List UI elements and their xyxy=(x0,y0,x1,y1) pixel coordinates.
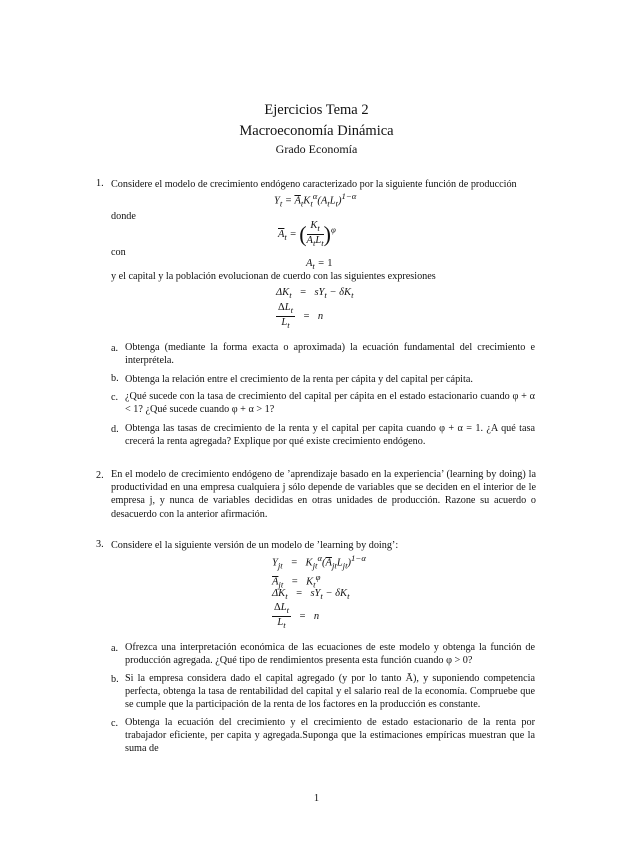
exercise-1-item-d-label: d. xyxy=(111,424,119,435)
word-con: con xyxy=(111,247,126,258)
exercise-1-item-b-label: b. xyxy=(111,373,119,384)
exercise-3-item-a: Ofrezca una interpretación económica de las ecuaciones de este modelo y obtenga la función de producción agregada. ¿Qué tipo de rendimientos presenta esta función cuando φ > 0? xyxy=(125,642,535,667)
document-degree: Grado Economía xyxy=(275,142,358,156)
exercise-1-item-c: ¿Qué sucede con la tasa de crecimiento del capital per cápita en el estado estacionario cuando φ + α < 1? ¿Qué sucede cuando φ + α > 1? xyxy=(125,391,535,416)
page-number: 1 xyxy=(313,793,320,804)
exercise-1-evolution-text: y el capital y la población evolucionan de cuerdo con las siguientes expresiones xyxy=(111,271,436,282)
exercise-1-item-a-label: a. xyxy=(111,343,119,354)
productivity-equation: $\overline{A}_t$ = ( $\frac{K_t}{A_tL_t}$ )$^\varphi$ xyxy=(278,220,336,249)
document-title: Ejercicios Tema 2 xyxy=(264,102,369,118)
word-donde: donde xyxy=(111,211,136,222)
exercise-1-item-a: Obtenga (mediante la forma exacta o aproximada) la ecuación fundamental del crecimiento e interprétela. xyxy=(125,342,535,367)
capital-accumulation-equation-2: $\Delta K_t = sY_t - \delta K_t$ xyxy=(272,588,350,602)
externality-equation: $\overline{A}_{jt} = K_t^\varphi$ xyxy=(272,572,321,590)
exercise-3-item-b: Si la empresa considera dado el capital agregado (y por lo tanto Ā), y suponiendo competencia perfecta, obtenga la tasa de rentabilidad del capital y el salario real de la economía. Compruebe que se cumple que la participación de la renta de los factores en la producción es constante. xyxy=(125,673,535,711)
exercise-3-intro: Considere el la siguiente versión de un modelo de ’learning by doing’: xyxy=(111,540,399,551)
firm-production-equation: $Y_{jt} = K_{jt}^\alpha(\overline{A}_{jt}L_{jt})^{1-\alpha}$ xyxy=(272,553,366,571)
exercise-2-text: En el modelo de crecimiento endógeno de ’aprendizaje basado en la experiencia’ (learning by doing) la productividad en una empresa cualquiera j sólo depende de variables que se deciden en el interior de le empresa j, y nunca de variables decididas en otras unidades de producción. Razone su acuerdo o desacuerdo con la anterior afirmación. xyxy=(111,469,536,520)
exercise-3-item-c-label: c. xyxy=(111,718,119,729)
exercise-3-number: 3. xyxy=(96,539,104,550)
technology-equation: $A_t = 1$ xyxy=(306,258,333,272)
exercise-2-number: 2. xyxy=(96,470,104,481)
exercise-1-item-c-label: c. xyxy=(111,392,119,403)
exercise-3-item-a-label: a. xyxy=(111,643,119,654)
capital-accumulation-equation: $\Delta K_t = sY_t - \delta K_t$ xyxy=(276,287,354,301)
exercise-1-number: 1. xyxy=(96,178,104,189)
exercise-1-item-b: Obtenga la relación entre el crecimiento de la renta per cápita y del capital per cápita. xyxy=(125,374,473,385)
exercise-1-intro: Considere el modelo de crecimiento endógeno caracterizado por la siguiente función de producción xyxy=(111,179,517,190)
population-growth-equation: $\frac{\Delta L_t}{L_t}$ = n xyxy=(278,302,324,331)
exercise-1-item-d: Obtenga las tasas de crecimiento de la renta y el capital per capita cuando φ + α = 1. ¿A qué tasa crecerá la renta agregada? Explique por qué existe crecimiento endógeno. xyxy=(125,423,535,448)
exercise-3-item-c: Obtenga la ecuación del crecimiento y el crecimiento de estado estacionario de la renta por trabajador eficiente, per capita y agregada.Suponga que la estimaciones empíricas muestran que la suma de xyxy=(125,717,535,755)
population-growth-equation-2: $\frac{\Delta L_t}{L_t}$ = n xyxy=(274,602,320,631)
exercise-3-item-b-label: b. xyxy=(111,674,119,685)
document-course: Macroeconomía Dinámica xyxy=(239,123,394,139)
production-function: $Y_t = \overline{A}_tK_t^\alpha(A_tL_t)^{1-\alpha}$ xyxy=(274,191,357,209)
